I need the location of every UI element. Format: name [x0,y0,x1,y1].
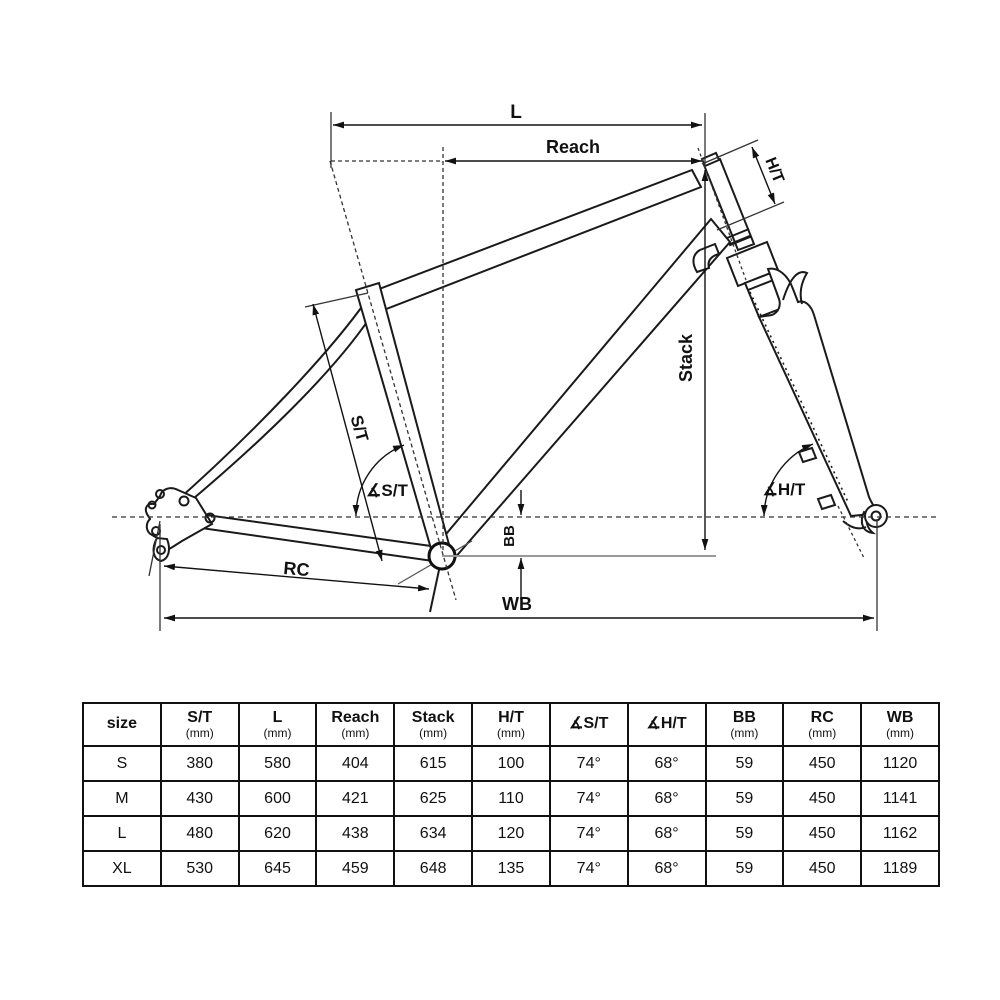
col-header-l: L (mm) [239,703,317,746]
label-l: L [510,102,522,123]
table-header-row [83,703,939,746]
col-header-rc: RC (mm) [783,703,861,746]
table-cell: 480 [161,816,239,851]
table-cell: 68° [628,816,706,851]
col-header-angle-ht: ∡H/T [628,703,706,746]
table-cell: 100 [472,746,550,781]
table-cell: 580 [239,746,317,781]
label-reach: Reach [545,137,601,157]
table-cell: 530 [161,851,239,886]
table-cell: L [83,816,161,851]
label-stack: Stack [676,333,696,383]
table-cell: 620 [239,816,317,851]
table-cell: 59 [706,851,784,886]
col-header-reach: Reach (mm) [316,703,394,746]
col-header-wb: WB (mm) [861,703,939,746]
label-angle-ht: ∡H/T [762,480,806,499]
table-cell: 1189 [861,851,939,886]
table-cell: 625 [394,781,472,816]
table-cell: 74° [550,816,628,851]
table-cell: 120 [472,816,550,851]
table-cell: 648 [394,851,472,886]
table-row-xl [83,851,939,886]
col-header-angle-st: ∡S/T [550,703,628,746]
table-cell: 74° [550,851,628,886]
dimension-lines [164,125,874,618]
table-cell: 74° [550,781,628,816]
table-cell: 615 [394,746,472,781]
table-row-s [83,746,939,781]
table-cell: 645 [239,851,317,886]
table-cell: 59 [706,746,784,781]
label-rc: RC [282,557,311,581]
table-cell: 450 [783,746,861,781]
seat-stay [171,301,366,506]
col-header-st: S/T (mm) [161,703,239,746]
table-cell: 135 [472,851,550,886]
table-cell: 600 [239,781,317,816]
table-cell: XL [83,851,161,886]
table-cell: 59 [706,816,784,851]
front-axle [865,505,887,527]
table-row-m [83,781,939,816]
table-cell: 430 [161,781,239,816]
table-cell: 59 [706,781,784,816]
table-cell: 74° [550,746,628,781]
label-wb: WB [502,594,532,614]
table-cell: 421 [316,781,394,816]
label-ht: H/T [761,155,787,186]
seat-stay [175,310,375,514]
label-angle-st: ∡S/T [366,481,408,500]
label-bb: BB [501,525,518,547]
table-cell: 459 [316,851,394,886]
table-cell: 634 [394,816,472,851]
table-cell: 380 [161,746,239,781]
col-header-ht: H/T (mm) [472,703,550,746]
col-header-stack: Stack (mm) [394,703,472,746]
ht-extension-top [702,140,758,164]
label-st: S/T [346,413,373,444]
table-cell: 68° [628,781,706,816]
table-cell: 450 [783,851,861,886]
table-cell: 68° [628,746,706,781]
table-cell: 1120 [861,746,939,781]
col-header-size: size [83,703,161,746]
table-cell: M [83,781,161,816]
table-cell: 450 [783,781,861,816]
geometry-table [82,702,940,887]
table-cell: 68° [628,851,706,886]
table-cell: 1162 [861,816,939,851]
table-row-l [83,816,939,851]
col-header-bb: BB (mm) [706,703,784,746]
table-cell: 1141 [861,781,939,816]
chain-stay [173,524,433,561]
table-cell: 110 [472,781,550,816]
table-cell: S [83,746,161,781]
brake-tab [818,495,835,509]
table-cell: 438 [316,816,394,851]
table-cell: 404 [316,746,394,781]
table-cell: 450 [783,816,861,851]
